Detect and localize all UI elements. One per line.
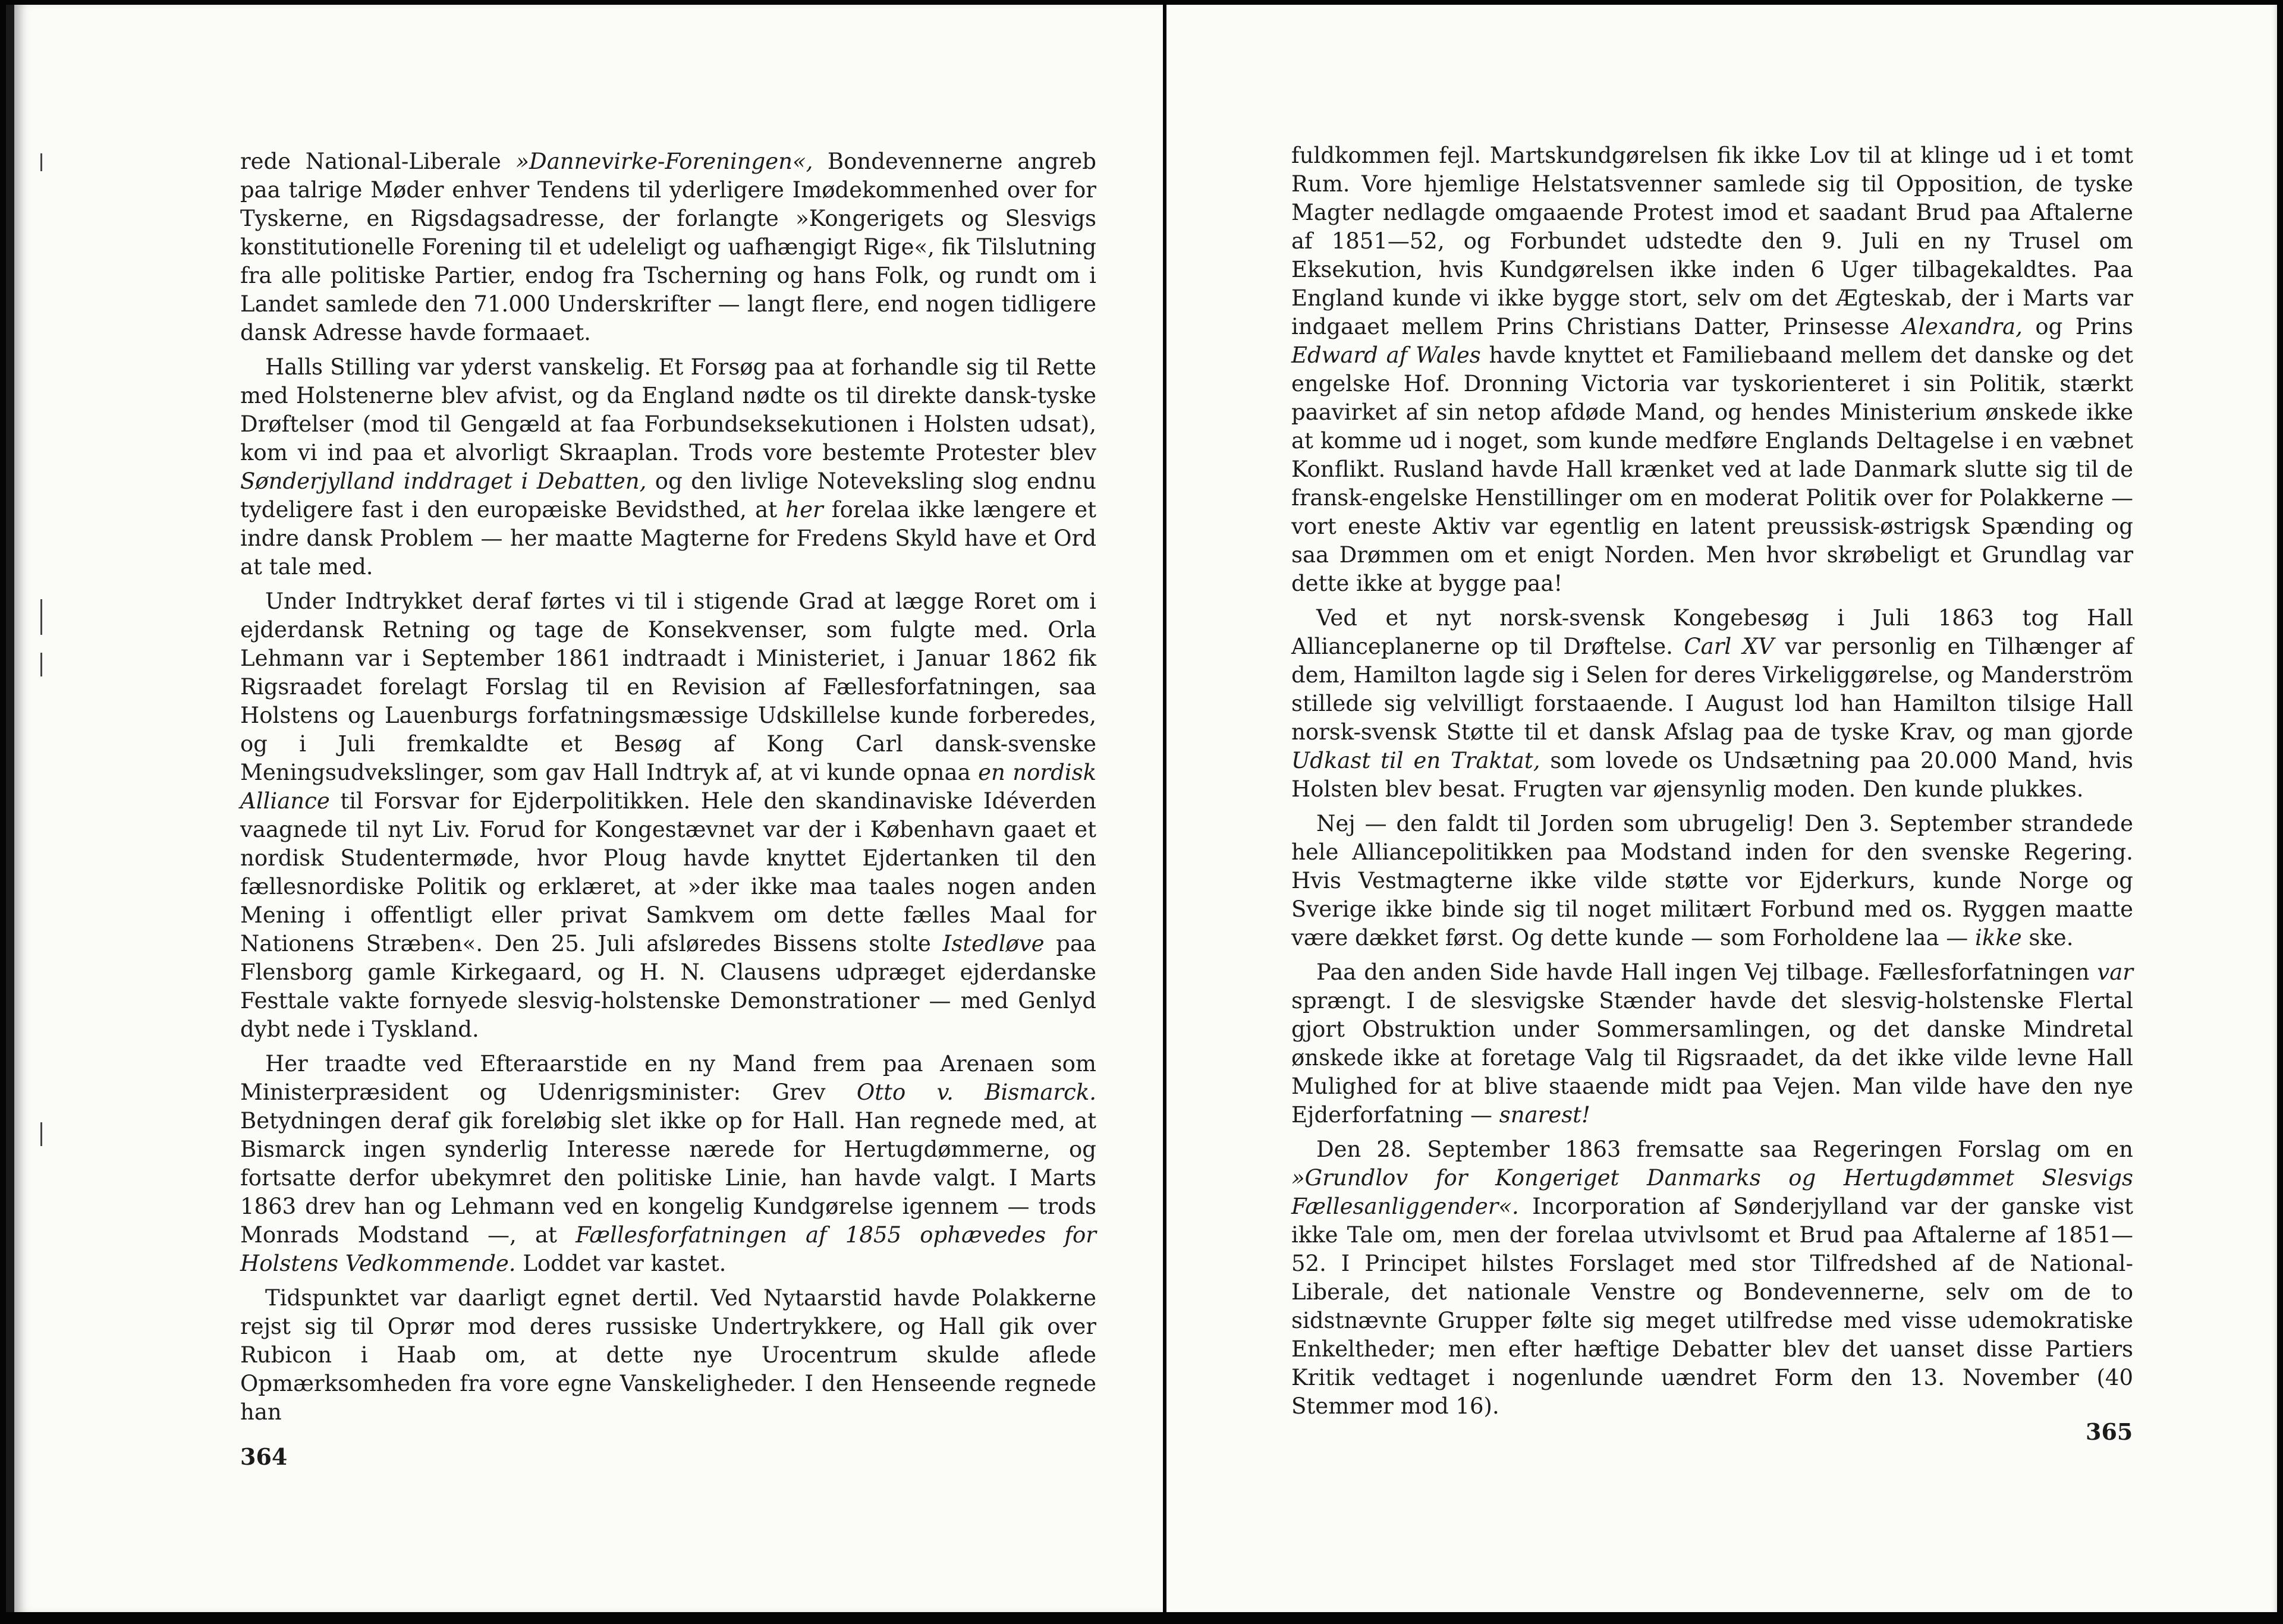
italic-text-run: Fællesforfatningen af 1855 ophævedes for Holstens Vedkommende. — [240, 1222, 1096, 1276]
text-run: Betydningen deraf gik foreløbig slet ikke op for Hall. Han regnede med, at Bismarck ingen synderlig Interesse nærede for Hertugdømmerne, og fortsatte derfor ubekymret den politiske Linie, han havde valgt. I Marts 1863 drev han og Lehmann ved en kongelig Kundgørelse igennem — trods Monrads Modstand —, at — [240, 1108, 1096, 1248]
left-page-number: 364 — [240, 1443, 288, 1470]
text-run: havde knyttet et Familiebaand mellem det danske og det engelske Hof. Dronning Victoria var tyskorienteret i sin Politik, stærkt paavirket af sin netop afdøde Mand, og hendes Ministerium ønskede ikke at komme ud i noget, som kunde medføre Englands Deltagelse i en væbnet Konflikt. Rusland havde Hall krænket ved at lade Danmark slutte sig til de fransk-engelske Henstillinger om en moderat Politik over for Polakkerne — vort eneste Aktiv var egentlig en latent preussisk-østrigsk Spænding og saa Drømmen om et enigt Norden. Men hvor skrøbeligt et Grundlag var dette ikke at bygge paa! — [1291, 342, 2133, 596]
text-run: var personlig en Tilhænger af dem, Hamilton lagde sig i Selen for deres Virkeliggørelse, og Manderström stillede sig velvilligt forstaaende. I August lod han Hamilton tilsige Hall norsk-svensk Støtte til et dansk Afslag paa de tyske Krav, og man gjorde — [1291, 634, 2133, 745]
right-page-number: 365 — [2086, 1418, 2133, 1445]
text-run: rede National-Liberale — [240, 149, 516, 174]
paragraph — [240, 1284, 1096, 1427]
paragraph — [1291, 604, 2133, 804]
italic-text-run: en nordisk Alliance — [240, 760, 1096, 814]
left-page — [6, 5, 1163, 1612]
text-run: paa Flensborg gamle Kirkegaard, og H. N. Clausens udpræget ejderdanske Festtale vakte fornyede slesvig-holstenske Demonstrationer — med Genlyd dybt nede i Tyskland. — [240, 931, 1096, 1042]
text-run: som lovede os Undsætning paa 20.000 Mand, hvis Holsten blev besat. Frugten var øjensynlig moden. Den kunde plukkes. — [1291, 748, 2133, 802]
text-run: Ved et nyt norsk-svensk Kongebesøg i Juli 1863 tog Hall Allianceplanerne op til Drøftelse. — [1291, 605, 2133, 659]
italic-text-run: Istedløve — [942, 931, 1045, 956]
left-page-text — [240, 147, 1096, 1433]
italic-text-run: her — [785, 497, 823, 523]
text-run: og Prins — [2022, 314, 2133, 339]
text-run: Bondevennerne angreb paa talrige Møder enhver Tendens til yderligere Imødekommenhed over for Tyskerne, en Rigsdagsadresse, der forlangte »Kongerigets og Slesvigs konstitutionelle Forening til et udeleligt og uafhængigt Rige«, fik Tilslutning fra alle politiske Partier, endog fra Tscherning og hans Folk, og rundt om i Landet samlede den 71.000 Underskrifter — langt flere, end nogen tidligere dansk Adresse havde formaaet. — [240, 149, 1096, 345]
text-run: Halls Stilling var yderst vanskelig. Et Forsøg paa at forhandle sig til Rette med Holstenerne blev afvist, og da England nødte os til direkte dansk-tyske Drøftelser (mod til Gengæld at faa Forbundseksekutionen i Holsten udsat), kom vi ind paa et alvorligt Skraaplan. Trods vore bestemte Protester blev — [240, 354, 1096, 465]
text-run: Nej — den faldt til Jorden som ubrugelig! Den 3. September strandede hele Alliancepolitikken paa Modstand inden for den svenske Regering. Hvis Vestmagterne ikke vilde støtte vor Ejderkurs, kunde Norge og Sverige ikke binde sig til noget militært Forbund med os. Ryggen maatte være dækket først. Og dette kunde — som Forholdene laa — — [1291, 811, 2133, 951]
spine-shadow — [32, 5, 56, 1612]
italic-text-run: ikke — [1975, 925, 2022, 951]
text-run: til Forsvar for Ejderpolitikken. Hele den skandinaviske Idéverden vaagnede til nyt Liv. Forud for Kongestævnet var der i København gaaet et nordisk Studentermøde, hvor Ploug havde knyttet Ejdertanken til den fællesnordiske Politik og erklæret, at »der ikke maa taales nogen anden Mening i offentligt eller privat Samkvem om dette fælles Maal for Nationens Stræben«. Den 25. Juli afsløredes Bissens stolte — [240, 788, 1096, 956]
right-page — [1166, 5, 2277, 1612]
paragraph — [240, 587, 1096, 1044]
text-run: Tidspunktet var daarligt egnet dertil. Ved Nytaarstid havde Polakkerne rejst sig til Oprør mod deres russiske Undertrykkere, og Hall gik over Rubicon i Haab om, at dette nye Urocentrum skulde aflede Opmærksomheden fra vore egne Vanskeligheder. I den Henseende regnede han — [240, 1285, 1096, 1425]
text-run: Paa den anden Side havde Hall ingen Vej tilbage. Fællesforfatningen — [1316, 959, 2098, 985]
text-run: Her traadte ved Efteraarstide en ny Mand frem paa Arenaen som Ministerpræsident og Udenrigsminister: Grev — [240, 1051, 1096, 1105]
italic-text-run: snarest! — [1499, 1102, 1590, 1128]
text-run: sprængt. I de slesvigske Stænder havde det slesvig-holstenske Flertal gjort Obstruktion under Sommersamlingen, og det danske Mindretal ønskede ikke at foretage Valg til Rigsraadet, da det ikke vilde levne Hall Mulighed for at blive staaende midt paa Vejen. Man vilde have den nye Ejderforfatning — — [1291, 988, 2133, 1128]
italic-text-run: Udkast til en Traktat, — [1291, 748, 1540, 773]
italic-text-run: »Grundlov for Kongeriget Danmarks og Hertugdømmet Slesvigs Fællesanliggender«. — [1291, 1165, 2133, 1219]
italic-text-run: Edward af Wales — [1291, 342, 1481, 368]
text-run: ske. — [2021, 925, 2074, 951]
right-page-text — [1291, 141, 2133, 1427]
text-run: og den livlige Noteveksling slog endnu tydeligere fast i den europæiske Bevidsthed, at — [240, 468, 1096, 523]
italic-text-run: Carl XV — [1684, 634, 1774, 659]
text-run: Under Indtrykket deraf førtes vi til i stigende Grad at lægge Roret om i ejderdansk Retning og tage de Konsekvenser, som fulgte med. Orla Lehmann var i September 1861 indtraadt i Ministeriet, i Januar 1862 fik Rigsraadet forelagt Forslag til en Revision af Fællesforfatningen, saa Holstens og Lauenburgs forfatningsmæssige Udskillelse kunde forberedes, og i Juli fremkaldte et Besøg af Kong Carl dansk-svenske Meningsudvekslinger, som gav Hall Indtryk af, at vi kunde opnaa — [240, 588, 1096, 785]
paragraph — [1291, 1135, 2133, 1421]
paragraph — [1291, 141, 2133, 598]
text-run: Incorporation af Sønderjylland var der ganske vist ikke Tale om, men der forelaa utvivlsomt et Brud paa Aftalerne af 1851—52. I Principet hilstes Forslaget med stor Tilfredshed af de National-Liberale, det nationale Venstre og Bondevennerne, selv om de to sidstnævnte Grupper følte sig meget utilfredse med visse udemokratiske Enkeltheder; men efter hæftige Debatter blev det uanset disse Partiers Kritik vedtaget i nogenlunde uændret Form den 13. November (40 Stemmer mod 16). — [1291, 1194, 2133, 1419]
text-run: forelaa ikke længere et indre dansk Problem — her maatte Magterne for Fredens Skyld have et Ord at tale med. — [240, 497, 1096, 580]
italic-text-run: Otto v. Bismarck. — [856, 1079, 1096, 1105]
italic-text-run: »Dannevirke-Foreningen«, — [515, 149, 813, 174]
text-run: Loddet var kastet. — [515, 1251, 727, 1276]
italic-text-run: var — [2097, 959, 2133, 985]
text-run: Den 28. September 1863 fremsatte saa Regeringen Forslag om en — [1316, 1137, 2133, 1162]
italic-text-run: Sønderjylland inddraget i Debatten, — [240, 468, 647, 494]
paragraph — [1291, 810, 2133, 952]
paragraph — [240, 147, 1096, 347]
paragraph — [1291, 958, 2133, 1129]
paragraph — [240, 1050, 1096, 1278]
text-run: fuldkommen fejl. Martskundgørelsen fik ikke Lov til at klinge ud i et tomt Rum. Vore hjemlige Helstatsvenner samlede sig til Opposition, de tyske Magter nedlagde omgaaende Protest imod et saadant Brud paa Aftalerne af 1851—52, og Forbundet udstedte den 9. Juli en ny Trusel om Eksekution, hvis Kundgørelsen ikke inden 6 Uger tilbagekaldtes. Paa England kunde vi ikke bygge stort, selv om det Ægteskab, der i Marts var indgaaet mellem Prins Christians Datter, Prinsesse — [1291, 143, 2133, 339]
paragraph — [240, 353, 1096, 581]
italic-text-run: Alexandra, — [1902, 314, 2023, 339]
